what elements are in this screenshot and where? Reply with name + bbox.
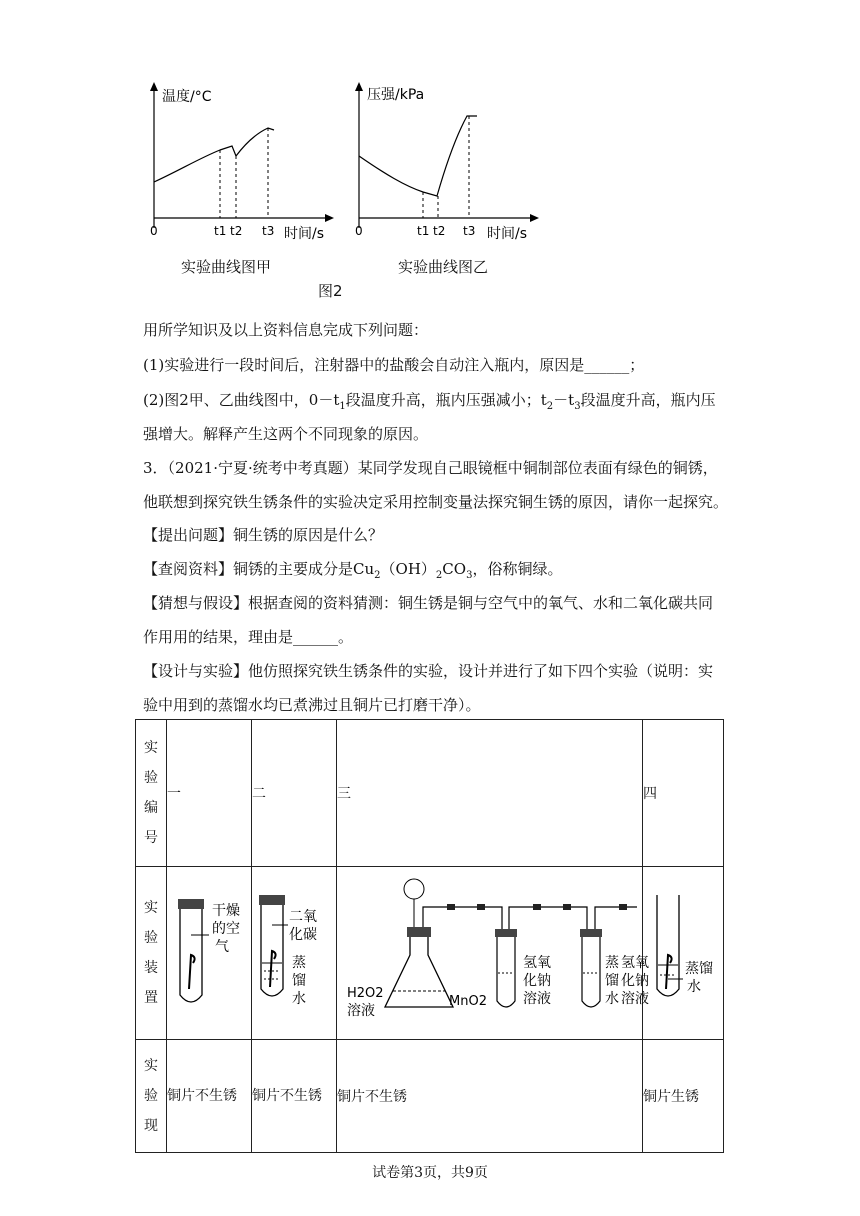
chart-left-ylabel: 温度/°C xyxy=(162,89,212,105)
problem-3-line2: 他联想到探究铁生锈条件的实验决定采用控制变量法探究铜生锈的原因，请你一起探究。 xyxy=(143,493,729,511)
raise-question: 【提出问题】铜生锈的原因是什么？ xyxy=(143,526,384,544)
apparatus-4 xyxy=(643,867,724,1040)
experiment-table xyxy=(135,719,724,1153)
chart-left-caption: 实验曲线图甲 xyxy=(181,258,272,276)
svg-text:化钠: 化钠 xyxy=(621,973,649,989)
result-1: 铜片不生锈 xyxy=(167,1040,252,1153)
svg-text:溶液: 溶液 xyxy=(347,1003,375,1019)
svg-text:溶液: 溶液 xyxy=(523,991,551,1007)
svg-text:干燥: 干燥 xyxy=(212,903,240,919)
apparatus-2 xyxy=(252,867,337,1040)
chart-right-tick-1: t1 xyxy=(417,224,430,238)
chart-left-tick-2: t2 xyxy=(230,224,243,238)
figure-label: 图2 xyxy=(318,282,343,300)
chart-right-caption: 实验曲线图乙 xyxy=(398,258,489,276)
exp-number-3: 三 xyxy=(337,720,643,867)
svg-text:蒸: 蒸 xyxy=(292,955,306,971)
result-4: 铜片生锈 xyxy=(643,1040,724,1153)
exp-number-4: 四 xyxy=(643,720,724,867)
test-tube-co2-water-icon xyxy=(252,867,336,1035)
table-row-phenomenon xyxy=(136,1040,724,1153)
result-2: 铜片不生锈 xyxy=(252,1040,337,1153)
apparatus-1 xyxy=(167,867,252,1040)
svg-text:溶液: 溶液 xyxy=(621,991,649,1007)
hypothesis-line2: 作用用的结果，理由是______。 xyxy=(143,628,354,646)
svg-text:MnO2: MnO2 xyxy=(449,994,487,1009)
chart-left-tick-1: t1 xyxy=(214,224,227,238)
question-1: (1)实验进行一段时间后，注射器中的盐酸会自动注入瓶内，原因是______； xyxy=(143,356,645,374)
question-2-line1: (2)图2甲、乙曲线图中，$0-t_1$段温度升高，瓶内压强减小；$t_2-t_3$段温度升高，瓶内压 xyxy=(143,391,716,412)
page-footer: 试卷第3页，共9页 xyxy=(372,1165,488,1181)
exp-number-2: 二 xyxy=(252,720,337,867)
test-tube-dry-air-icon xyxy=(167,867,251,1035)
svg-text:水: 水 xyxy=(687,979,701,995)
svg-text:馏: 馏 xyxy=(605,973,619,989)
result-3: 铜片不生锈 xyxy=(337,1040,643,1153)
svg-text:水: 水 xyxy=(292,991,306,1007)
chart-temperature xyxy=(140,78,340,248)
table-row-apparatus xyxy=(136,867,724,1040)
hypothesis-line1: 【猜想与假设】根据查阅的资料猜测：铜生锈是铜与空气中的氧气、水和二氧化碳共同 xyxy=(143,594,714,612)
flask-gas-apparatus-icon xyxy=(337,867,649,1035)
row-label-number: 实 验 编 号 xyxy=(136,720,167,867)
exp-number-1: 一 xyxy=(167,720,252,867)
svg-text:二氧: 二氧 xyxy=(289,909,317,925)
chart-right-ylabel: 压强/kPa xyxy=(367,87,425,103)
intro-text: 用所学知识及以上资料信息完成下列问题： xyxy=(143,321,429,339)
chart-pressure xyxy=(345,78,545,248)
svg-text:馏: 馏 xyxy=(292,973,306,989)
table-row-number xyxy=(136,720,724,867)
svg-text:H2O2: H2O2 xyxy=(347,986,384,1001)
chart-right-tick-2: t2 xyxy=(433,224,446,238)
svg-text:化钠: 化钠 xyxy=(523,973,551,989)
design-line2: 验中用到的蒸馏水均已煮沸过且铜片已打磨干净）。 xyxy=(143,696,481,714)
question-2-line2: 强增大。解释产生这两个不同现象的原因。 xyxy=(143,425,429,443)
chart-left-xlabel: 时间/s xyxy=(284,226,325,242)
reference-info: 【查阅资料】铜锈的主要成分是$Cu_2(OH)_2CO_3$，俗称铜绿。 xyxy=(143,560,563,581)
open-test-tube-water-icon xyxy=(643,867,723,1035)
chart-left-tick-3: t3 xyxy=(262,224,275,238)
row-label-phenomenon: 实 验 现 xyxy=(136,1040,167,1153)
design-line1: 【设计与实验】他仿照探究铁生锈条件的实验，设计并进行了如下四个实验（说明：实 xyxy=(143,662,714,680)
chart-right-tick-3: t3 xyxy=(463,224,476,238)
chart-right-xlabel: 时间/s xyxy=(487,226,528,242)
problem-3-line1: 3．（2021·宁夏·统考中考真题）某同学发现自己眼镜框中铜制部位表面有绿色的铜锈， xyxy=(143,459,718,477)
row-label-apparatus: 实 验 装 置 xyxy=(136,867,167,1040)
svg-text:蒸: 蒸 xyxy=(605,955,619,971)
svg-text:氢氧: 氢氧 xyxy=(523,955,551,971)
svg-text:气: 气 xyxy=(215,939,229,955)
svg-text:氢氧: 氢氧 xyxy=(621,955,649,971)
svg-text:化碳: 化碳 xyxy=(289,927,317,943)
chart-left-origin: 0 xyxy=(150,224,158,238)
apparatus-3 xyxy=(337,867,649,1040)
svg-text:水: 水 xyxy=(605,991,619,1007)
svg-text:蒸馏: 蒸馏 xyxy=(685,961,713,977)
chart-right-origin: 0 xyxy=(355,224,363,238)
svg-text:的空: 的空 xyxy=(212,921,240,937)
